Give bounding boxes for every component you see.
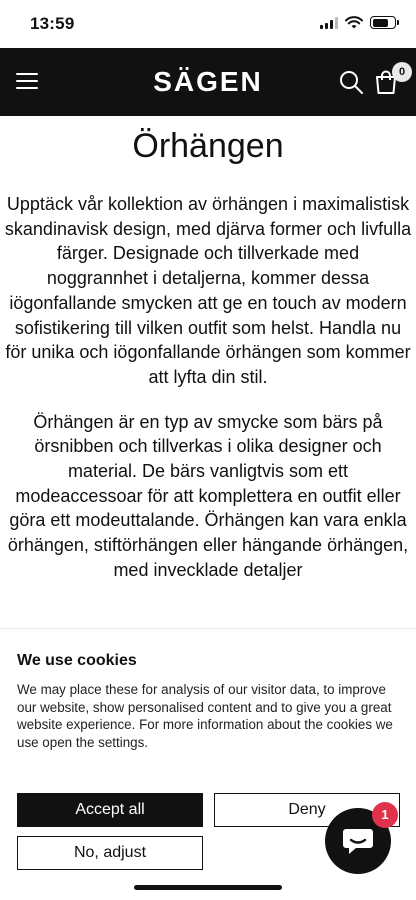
brand-logo[interactable]: SÄGEN (153, 66, 263, 97)
wifi-icon (345, 16, 363, 29)
chat-notification-badge: 1 (372, 802, 398, 828)
home-indicator (134, 885, 282, 890)
cookie-text: We may place these for analysis of our visitor data, to improve our website, show personalised content and to give you a great website experience. For more information about the cookies we use open the settings. (17, 682, 393, 750)
page-title: Örhängen (132, 127, 284, 165)
battery-icon (370, 16, 396, 29)
signal-icon (320, 17, 338, 29)
cart-count-badge: 0 (392, 62, 412, 82)
adjust-button[interactable]: No, adjust (17, 836, 203, 870)
intro-paragraph: Upptäck vår kollektion av örhängen i maximalistisk skandinavisk design, med djärva former och livfulla färger. Designade och tillverkade med noggrannhet i detaljerna, kommer dessa iögonfallande smycken att ge en touch av modern sofistikering till vilken outfit som helst. Handla nu för unika och iögonfallande örhängen som kommer att lyfta din stil. (4, 194, 412, 387)
search-icon[interactable] (338, 69, 364, 95)
status-time: 13:59 (30, 14, 75, 33)
cookie-title: We use cookies (17, 652, 137, 669)
status-icons (320, 16, 396, 29)
main-content (0, 116, 416, 628)
site-header (0, 48, 416, 116)
description-paragraph: Örhängen är en typ av smycke som bärs på örsnibben och tillverkas i olika designer och material. De bärs vanligtvis som ett modeaccessoar för att komplettera en outfit eller göra ett modeuttalande. Örhängen kan vara enkla örhängen, stiftörhängen eller hängande örhängen, med invecklade detaljer (7, 411, 409, 580)
chat-icon (341, 825, 375, 857)
menu-icon[interactable] (16, 73, 38, 89)
deny-button[interactable]: Deny (214, 793, 400, 827)
accept-all-button[interactable]: Accept all (17, 793, 203, 827)
status-bar (0, 0, 416, 48)
